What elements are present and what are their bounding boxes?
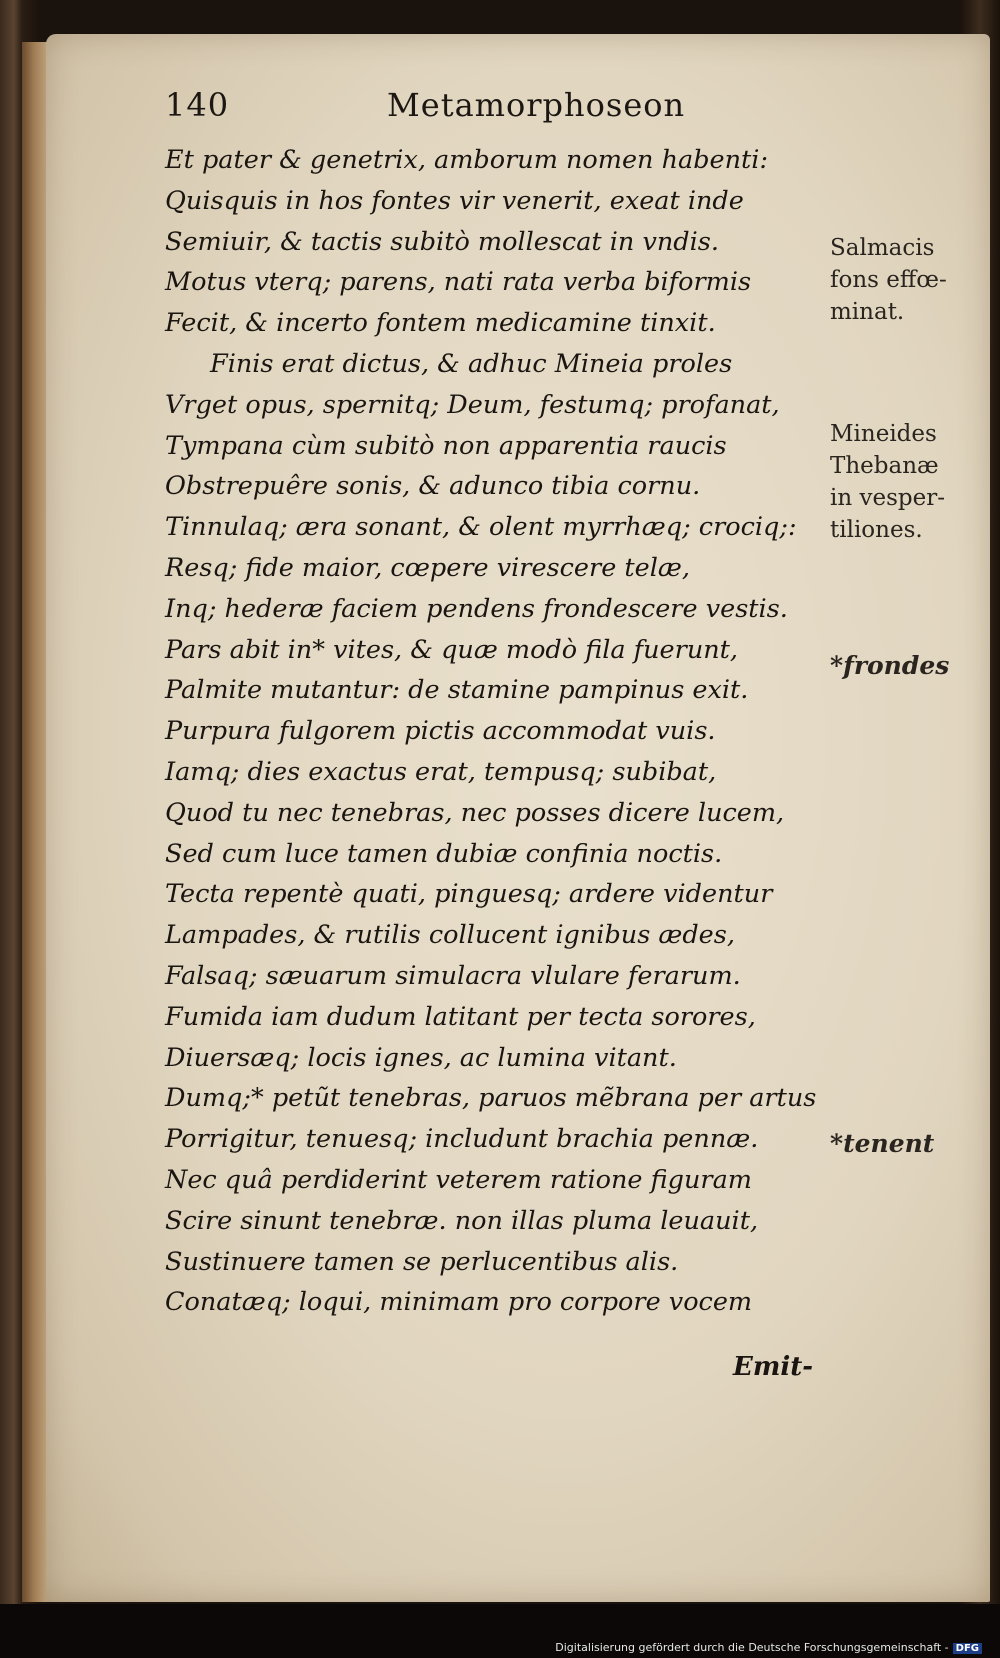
footer-bar <box>0 1604 1000 1658</box>
verse-line: Tinnulaq; æra sonant, & olent myrrhæq; crociq;: <box>165 512 797 543</box>
verse-line: Motus vterq; parens, nati rata verba biformis <box>165 267 752 298</box>
verse-line: Semiuir, & tactis subitò mollescat in vndis. <box>165 226 719 257</box>
verse-line: Inq; hederæ faciem pendens frondescere vestis. <box>165 593 788 624</box>
verse-line: Falsaq; sæuarum simulacra vlulare ferarum. <box>165 960 741 991</box>
margin-note-tenent: *tenent <box>830 1129 935 1158</box>
verse-line: Obstrepuêre sonis, & adunco tibia cornu. <box>165 471 701 502</box>
margin-note-salmacis <box>830 232 947 328</box>
verse-line: Finis erat dictus, & adhuc Mineia proles <box>210 348 733 379</box>
margin-note-line: Thebanæ <box>830 453 939 479</box>
verse-line: Quod tu nec tenebras, nec posses dicere lucem, <box>165 797 785 828</box>
verse-line: Scire sinunt tenebræ. non illas pluma leuauit, <box>165 1205 759 1236</box>
running-title: Metamorphoseon <box>387 86 686 124</box>
footer-credit-text: Digitalisierung gefördert durch die Deutsche Forschungsgemeinschaft - <box>555 1641 949 1654</box>
page-header <box>165 86 685 136</box>
verse-line: Tympana cùm subitò non apparentia raucis <box>165 430 727 461</box>
dfg-logo: DFG <box>953 1643 982 1654</box>
verse-line: Tecta repentè quati, pinguesq; ardere videntur <box>165 879 773 910</box>
verse-line: Diuersæq; locis ignes, ac lumina vitant. <box>165 1042 677 1073</box>
margin-note-line: Mineides <box>830 421 937 447</box>
verse-line: Lampades, & rutilis collucent ignibus ædes, <box>165 920 735 951</box>
verse-line: Dumq;* petũt tenebras, paruos mẽbrana per artus <box>165 1083 817 1114</box>
verse-line: Sed cum luce tamen dubiæ confinia noctis. <box>165 838 723 869</box>
margin-note-line: fons effœ- <box>830 267 947 293</box>
verse-text-block <box>165 140 825 1323</box>
catchword: Emit- <box>733 1352 814 1382</box>
verse-line: Conatæq; loqui, minimam pro corpore vocem <box>165 1287 753 1318</box>
margin-note-frondes: *frondes <box>830 651 950 680</box>
verse-line: Quisquis in hos fontes vir venerit, exeat inde <box>165 185 744 216</box>
verse-line: Vrget opus, spernitq; Deum, festumq; profanat, <box>165 389 780 420</box>
footer-credit <box>555 1641 982 1654</box>
margin-note-mineides <box>830 418 945 546</box>
verse-line: Iamq; dies exactus erat, tempusq; subibat, <box>165 756 717 787</box>
verse-line: Palmite mutantur: de stamine pampinus exit. <box>165 675 749 706</box>
verse-line: Resq; fide maior, cœpere virescere telæ, <box>165 552 690 583</box>
margin-note-line: Salmacis <box>830 235 935 261</box>
margin-note-line: minat. <box>830 299 905 325</box>
verse-line: Sustinuere tamen se perlucentibus alis. <box>165 1246 679 1277</box>
verse-line: Purpura fulgorem pictis accommodat vuis. <box>165 716 716 747</box>
margin-note-line: in vesper- <box>830 485 945 511</box>
folio-number: 140 <box>165 86 230 124</box>
verse-line: Et pater & genetrix, amborum nomen habenti: <box>165 145 769 175</box>
verse-line: Nec quâ perdiderint veterem ratione figuram <box>165 1164 752 1195</box>
verse-line: Fecit, & incerto fontem medicamine tinxit. <box>165 308 716 339</box>
margin-note-line: tiliones. <box>830 517 923 543</box>
verse-line: Fumida iam dudum latitant per tecta sorores, <box>165 1001 756 1032</box>
verse-line: Pars abit in* vites, & quæ modò fila fuerunt, <box>165 634 739 665</box>
verse-line: Porrigitur, tenuesq; includunt brachia pennæ. <box>165 1124 759 1155</box>
